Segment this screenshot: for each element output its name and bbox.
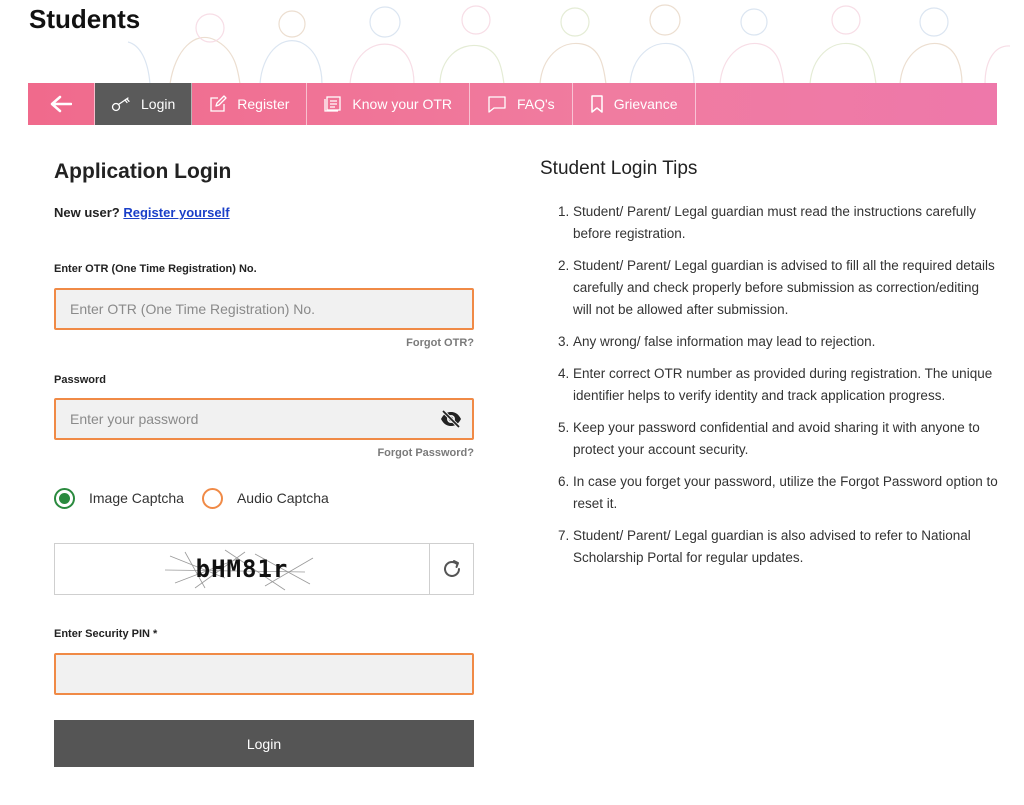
tip-number: 2.	[558, 258, 570, 273]
main-navbar	[28, 83, 997, 125]
register-link[interactable]: Register yourself	[123, 205, 230, 220]
edit-icon	[209, 95, 227, 113]
tips-list	[558, 201, 998, 579]
security-pin-label: Enter Security PIN *	[54, 628, 158, 640]
eye-slash-icon[interactable]	[440, 410, 462, 428]
tab-grievance[interactable]	[573, 83, 696, 125]
header-banner	[0, 0, 1024, 84]
refresh-icon	[441, 558, 463, 580]
list-item	[558, 255, 998, 321]
forgot-password-link[interactable]: Forgot Password?	[377, 447, 474, 459]
page-title: Students	[29, 4, 141, 34]
back-button[interactable]	[28, 83, 95, 125]
tip-number: 7.	[558, 528, 570, 543]
tip-text: Any wrong/ false information may lead to rejection.	[573, 334, 876, 349]
tab-register[interactable]	[192, 83, 307, 125]
tab-register-label: Register	[237, 96, 290, 112]
tip-text: Student/ Parent/ Legal guardian must read the instructions carefully before registration.	[573, 204, 976, 241]
login-tips	[540, 158, 1000, 565]
captcha-text: bHM81r	[195, 555, 289, 583]
captcha-box	[54, 543, 474, 595]
bookmark-icon	[590, 95, 604, 113]
tip-number: 1.	[558, 204, 570, 219]
list-item	[558, 417, 998, 461]
tab-grievance-label: Grievance	[613, 96, 678, 112]
tab-faqs[interactable]	[470, 83, 573, 125]
image-captcha-label[interactable]: Image Captcha	[89, 490, 184, 506]
otr-label: Enter OTR (One Time Registration) No.	[54, 263, 257, 275]
tab-faqs-label: FAQ's	[517, 96, 555, 112]
tip-text: Keep your password confidential and avoid sharing it with anyone to protect your account security.	[573, 420, 980, 457]
refresh-captcha-button[interactable]	[429, 544, 473, 594]
login-heading: Application Login	[54, 160, 232, 183]
list-item	[558, 363, 998, 407]
tab-login[interactable]	[95, 83, 192, 125]
tip-number: 5.	[558, 420, 570, 435]
new-user-line	[54, 205, 230, 220]
login-button[interactable]: Login	[54, 720, 474, 767]
password-field-wrapper	[54, 398, 474, 440]
otr-input[interactable]	[56, 290, 472, 328]
banner-illustration	[0, 0, 1024, 84]
tab-login-label: Login	[141, 96, 176, 112]
tip-number: 6.	[558, 474, 570, 489]
tip-number: 4.	[558, 366, 570, 381]
image-captcha-radio[interactable]	[54, 488, 75, 509]
password-input[interactable]	[56, 400, 472, 438]
document-icon	[324, 96, 342, 112]
key-icon	[111, 96, 131, 112]
captcha-image	[55, 544, 429, 594]
tip-text: In case you forget your password, utilize the Forgot Password option to reset it.	[573, 474, 998, 511]
tips-heading: Student Login Tips	[540, 158, 698, 179]
audio-captcha-label[interactable]: Audio Captcha	[236, 490, 329, 506]
arrow-left-icon	[50, 95, 72, 113]
list-item	[558, 331, 998, 353]
forgot-otr-link[interactable]: Forgot OTR?	[406, 337, 474, 349]
security-pin-wrapper	[54, 653, 474, 695]
password-label: Password	[54, 374, 106, 386]
captcha-type-selector	[54, 486, 347, 510]
list-item	[558, 201, 998, 245]
list-item	[558, 471, 998, 515]
audio-captcha-radio[interactable]	[202, 488, 223, 509]
tip-text: Enter correct OTR number as provided during registration. The unique identifier helps to verify identity and track application progress.	[573, 366, 993, 403]
tab-know-your-otr-label: Know your OTR	[352, 96, 452, 112]
security-pin-input[interactable]	[56, 655, 472, 693]
list-item	[558, 525, 998, 569]
tip-text: Student/ Parent/ Legal guardian is also advised to refer to National Scholarship Portal for regular updates.	[573, 528, 971, 565]
tip-text: Student/ Parent/ Legal guardian is advised to fill all the required details carefully and check properly before submission as correction/editing will not be allowed after submission.	[573, 258, 995, 317]
new-user-text: New user?	[54, 205, 120, 220]
otr-field-wrapper	[54, 288, 474, 330]
tip-number: 3.	[558, 334, 570, 349]
chat-icon	[487, 95, 507, 113]
tab-know-your-otr[interactable]	[307, 83, 470, 125]
